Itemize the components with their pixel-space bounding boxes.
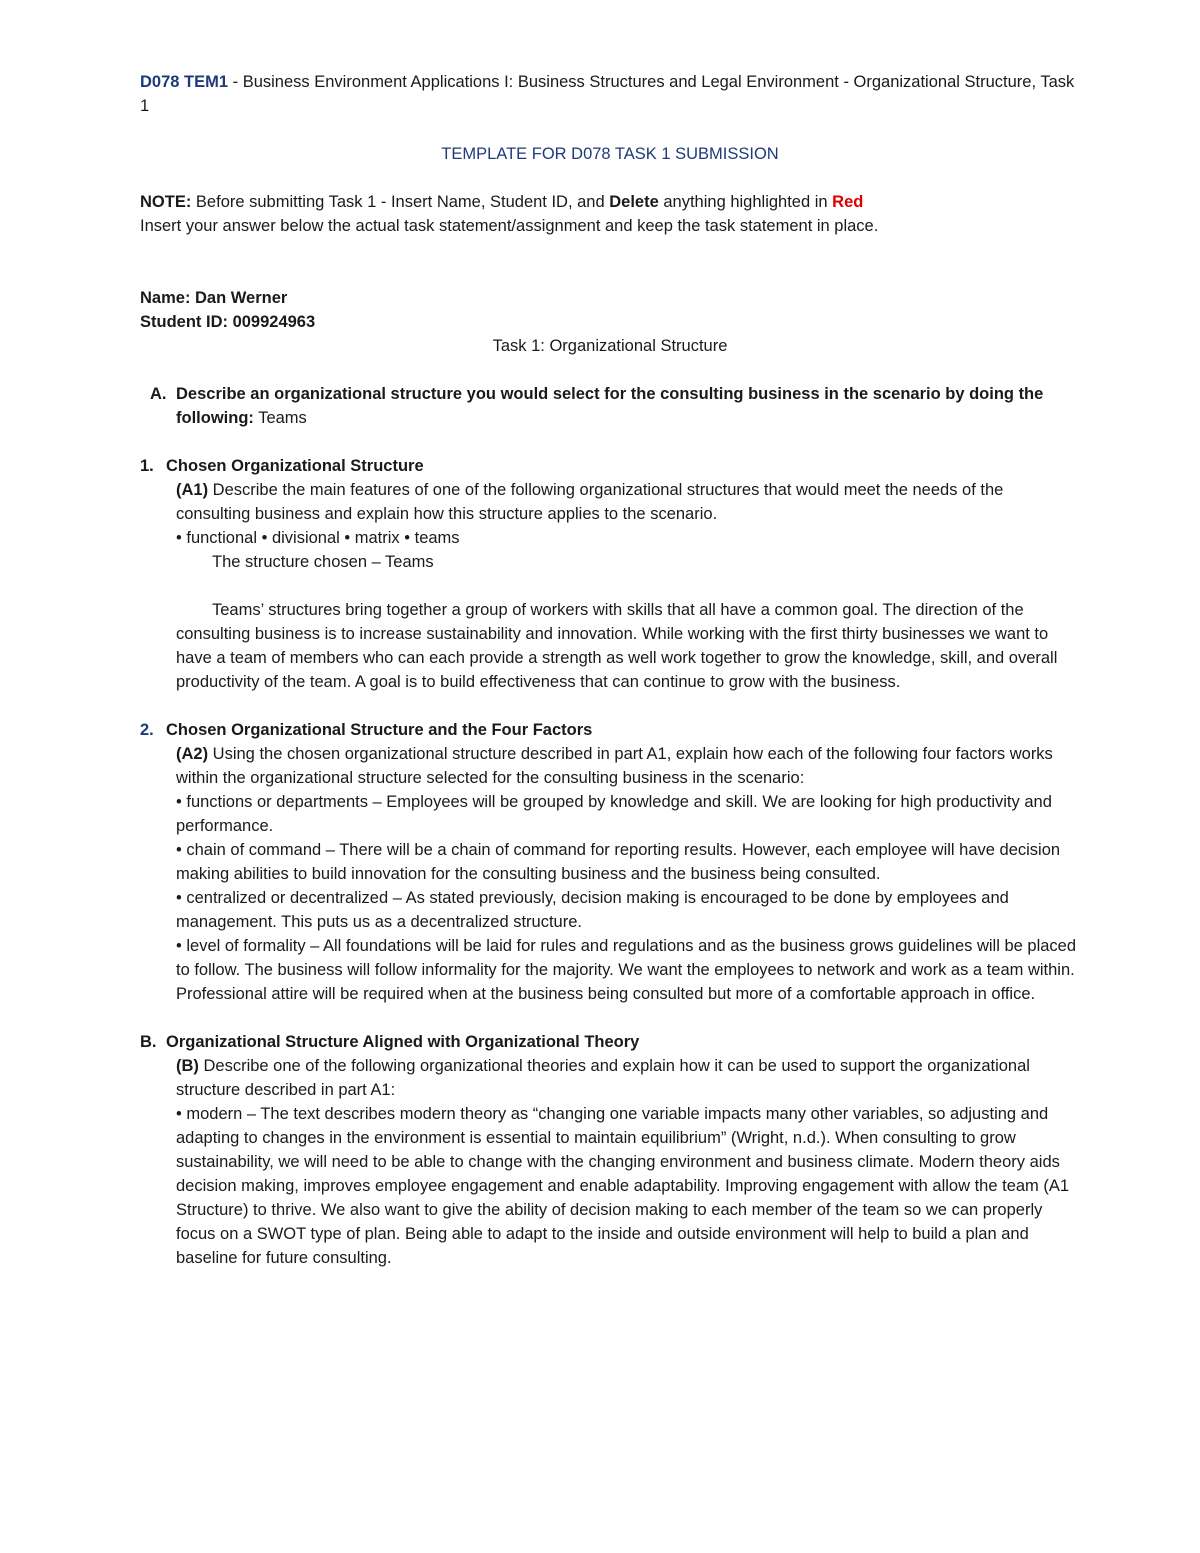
section-a-heading-text: Describe an organizational structure you would select for the consulting business in the scenario by doing the following: <box>176 385 1044 427</box>
section-b-label: (B) <box>176 1057 199 1075</box>
item-2-number: 2. <box>140 721 154 739</box>
student-name: Name: Dan Werner <box>140 289 288 307</box>
section-b-prompt-text: Describe one of the following organizational theories and explain how it can be used to support the organizational structure described in part A1: <box>176 1057 1030 1099</box>
item-1-prompt <box>140 478 1080 526</box>
course-code: D078 TEM1 <box>140 73 229 91</box>
section-a-heading <box>140 382 1080 430</box>
note-line <box>140 190 1080 214</box>
note-text-2: anything highlighted in <box>658 193 833 211</box>
course-header <box>140 70 1080 118</box>
section-b-heading <box>140 1030 1080 1054</box>
section-b-heading-text: Organizational Structure Aligned with Organizational Theory <box>166 1033 640 1051</box>
item-1-options: • functional • divisional • matrix • teams <box>176 529 460 547</box>
item-1-heading-text: Chosen Organizational Structure <box>166 457 424 475</box>
item-1-heading <box>140 454 1080 478</box>
section-b-answer: • modern – The text describes modern theory as “changing one variable impacts many other variables, so adjusting and adapting to changes in the environment is essential to maintain equilibrium” (Wright, n.d.). When consulting to grow sustainability, we will need to be able to change with the changing environment and business climate. Modern theory aids decision making, improves employee engagement and enable adaptability. Improving engagement with allow the team (A1 Structure) to thrive. We also want to give the ability of decision making to each member of the team so we can properly focus on a SWOT type of plan. Being able to adapt to the inside and outside environment will help to build a plan and baseline for future consulting. <box>176 1105 1070 1267</box>
item-1-prompt-text: Describe the main features of one of the following organizational structures that would meet the needs of the consulting business and explain how this structure applies to the scenario. <box>176 481 1004 523</box>
item-1-label: (A1) <box>176 481 209 499</box>
note-instruction: Insert your answer below the actual task statement/assignment and keep the task statement in place. <box>140 217 879 235</box>
item-2-bullet-centralized: • centralized or decentralized – As stated previously, decision making is encouraged to be done by employees and management. This puts us as a decentralized structure. <box>176 889 1009 931</box>
item-2-prompt <box>140 742 1080 790</box>
item-1-number: 1. <box>140 457 154 475</box>
section-a-answer: Teams <box>253 409 307 427</box>
course-title: - Business Environment Applications I: Business Structures and Legal Environment - Organizational Structure, Task 1 <box>140 73 1075 115</box>
section-b-letter: B. <box>140 1033 157 1051</box>
item-2-bullet-formality: • level of formality – All foundations will be laid for rules and regulations and as the business grows guidelines will be placed to follow. The business will follow informality for the majority. We want the employees to network and work as a team within. Professional attire will be required when at the business being consulted but more of a comfortable approach in office. <box>176 937 1077 1003</box>
student-id: Student ID: 009924963 <box>140 313 316 331</box>
item-2-bullet-functions: • functions or departments – Employees will be grouped by knowledge and skill. We are looking for high productivity and performance. <box>176 793 1052 835</box>
note-red-word: Red <box>832 193 864 211</box>
item-2-prompt-text: Using the chosen organizational structure described in part A1, explain how each of the following four factors works within the organizational structure selected for the consulting business in the scenario: <box>176 745 1053 787</box>
item-2-label: (A2) <box>176 745 209 763</box>
note-text-1: Before submitting Task 1 - Insert Name, Student ID, and <box>191 193 610 211</box>
template-title: TEMPLATE FOR D078 TASK 1 SUBMISSION <box>441 145 779 163</box>
item-1-chosen: The structure chosen – Teams <box>212 553 434 571</box>
section-a-letter: A. <box>150 385 167 403</box>
note-label: NOTE: <box>140 193 192 211</box>
item-2-bullet-chain: • chain of command – There will be a chain of command for reporting results. However, each employee will have decision making abilities to build innovation for the consulting business and the business being consulted. <box>176 841 1061 883</box>
item-2-heading-text: Chosen Organizational Structure and the Four Factors <box>166 721 593 739</box>
note-delete-word: Delete <box>609 193 659 211</box>
section-b-prompt <box>140 1054 1080 1102</box>
item-2-heading <box>140 718 1080 742</box>
item-1-answer: Teams’ structures bring together a group of workers with skills that all have a common goal. The direction of the consulting business is to increase sustainability and innovation. While working with the first thirty businesses we want to have a team of members who can each provide a strength as well work together to grow the knowledge, skill, and overall productivity of the team. A goal is to build effectiveness that can continue to grow with the business. <box>176 601 1058 691</box>
document-page <box>140 70 1080 1270</box>
task-title: Task 1: Organizational Structure <box>492 337 728 355</box>
